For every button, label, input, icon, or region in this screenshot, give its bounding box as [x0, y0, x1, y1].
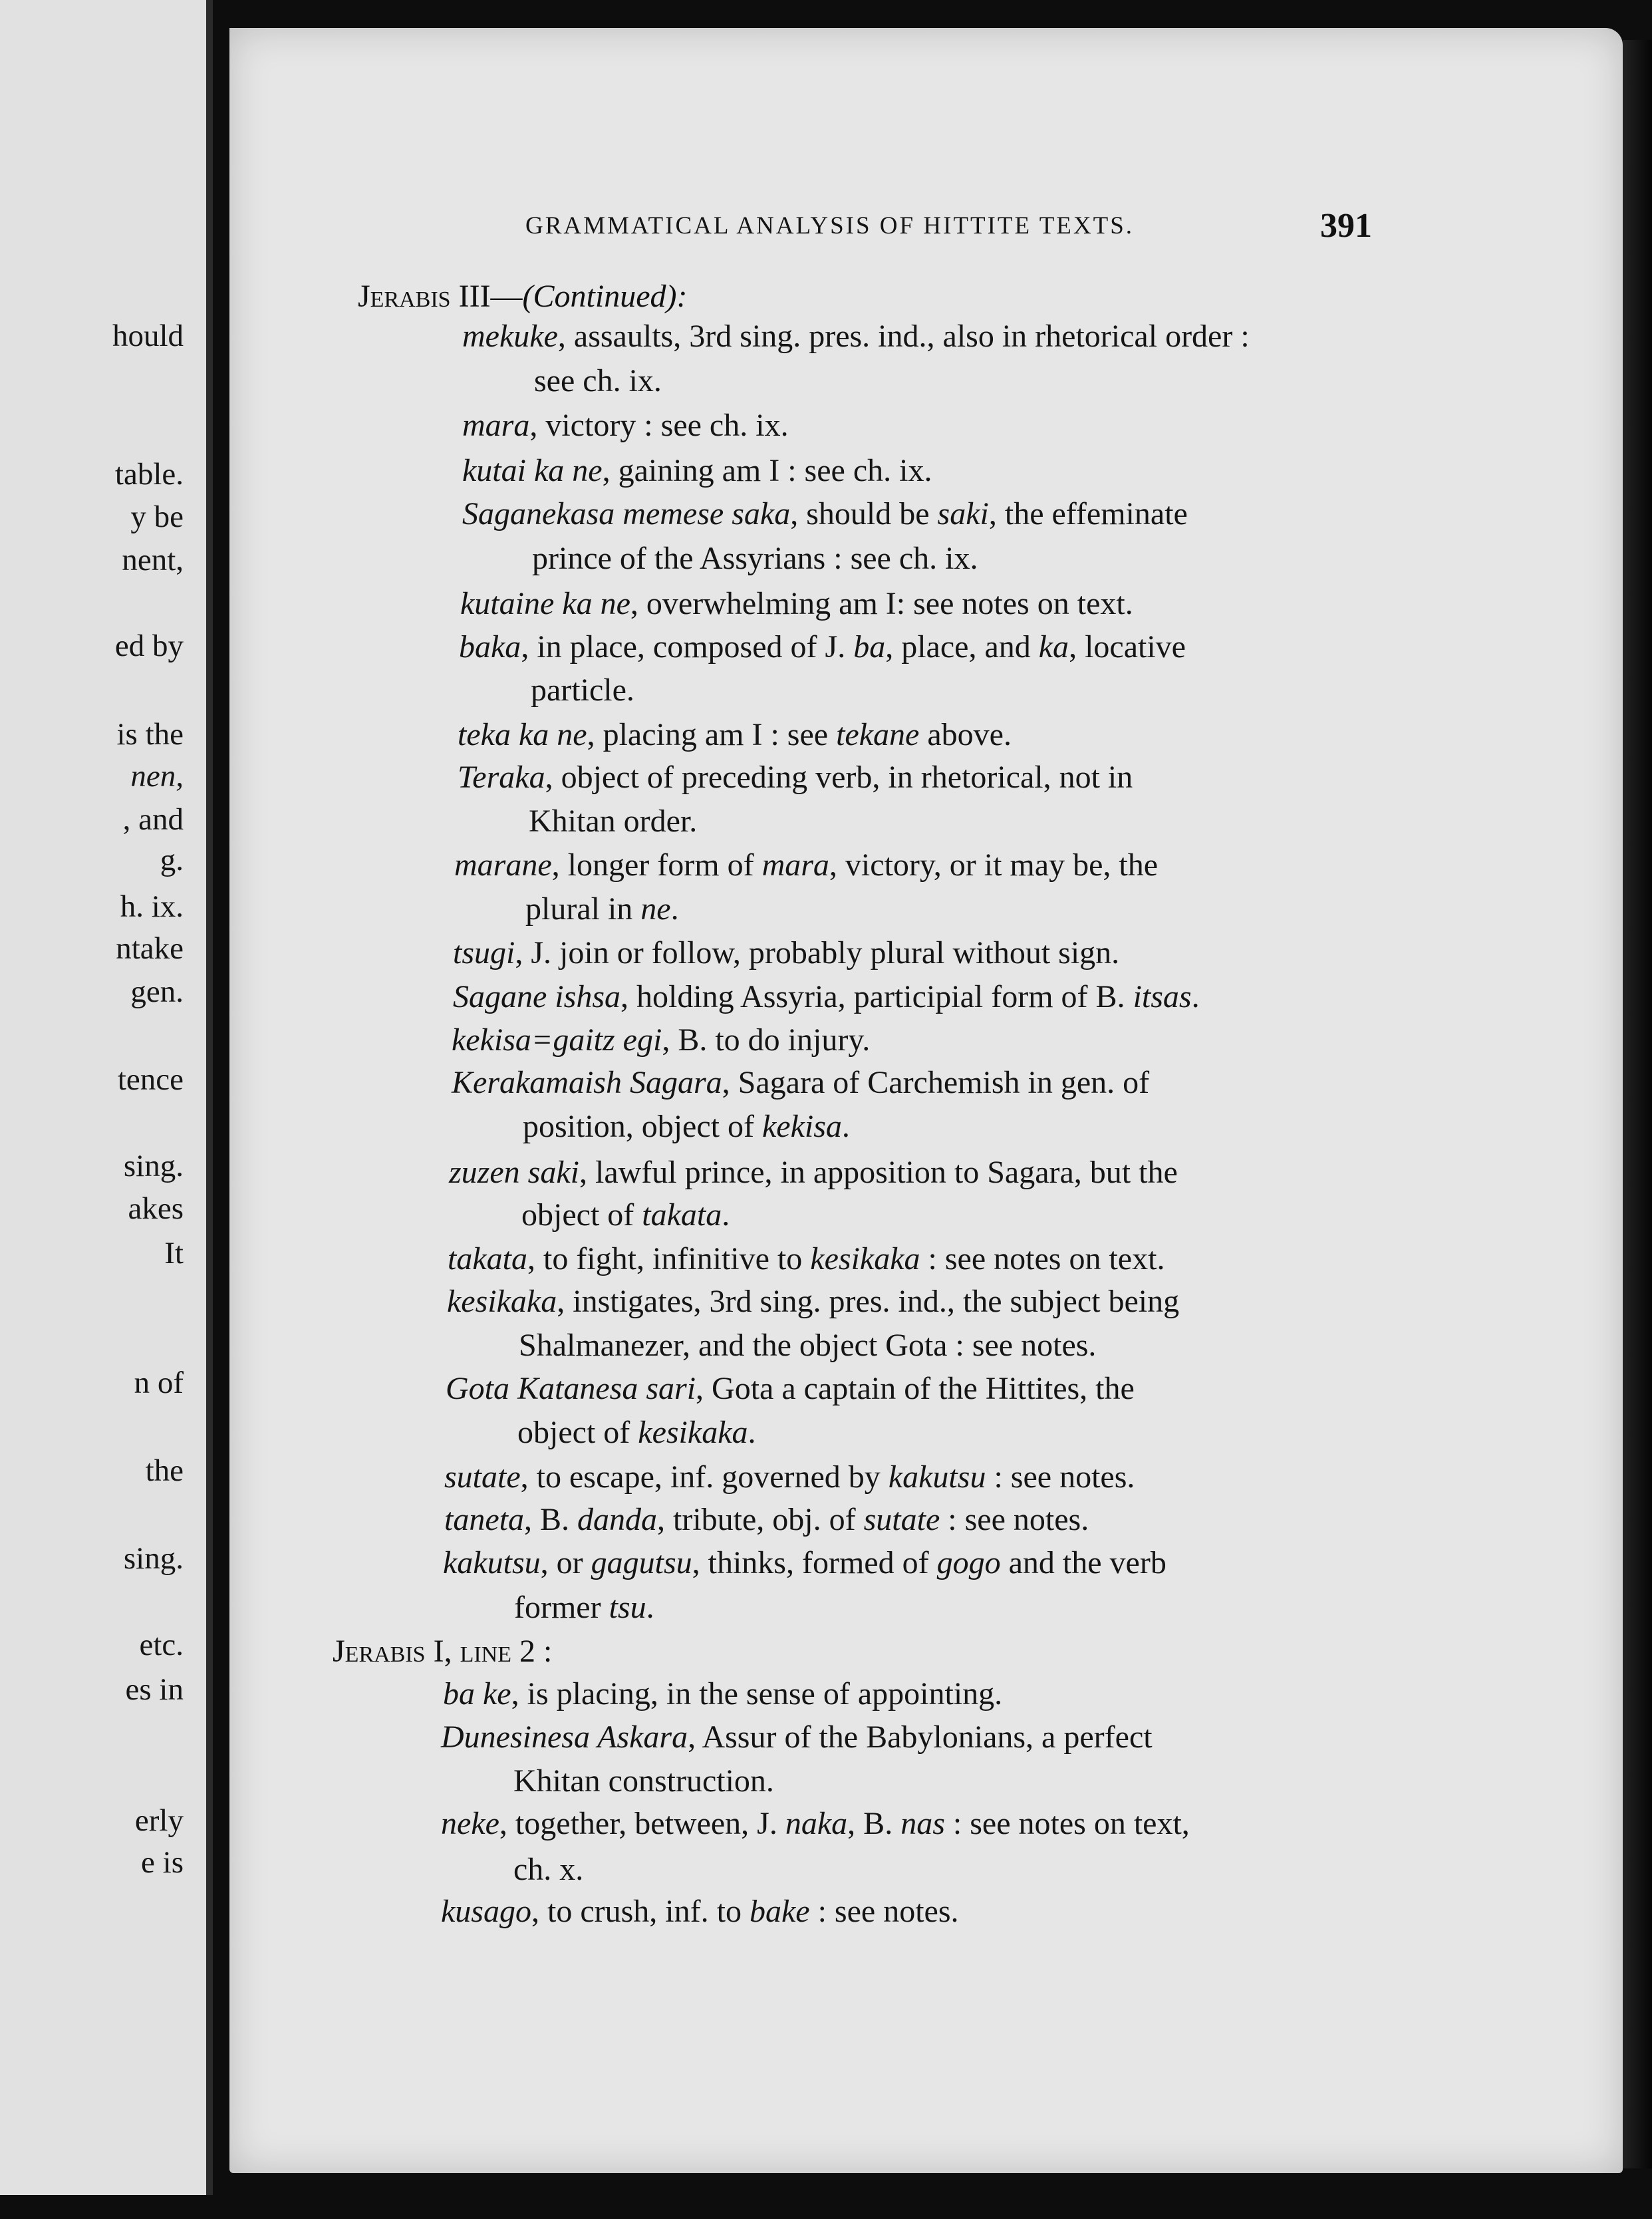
facing-page-line: hould — [112, 319, 184, 353]
entry-text: , B. to do injury. — [662, 1022, 871, 1058]
entry-term: gogo — [936, 1545, 1001, 1580]
facing-page-line: y be — [130, 500, 184, 534]
heading-part: I, — [425, 1634, 460, 1669]
entry-text: : see notes. — [940, 1502, 1089, 1537]
entry-text: , to crush, inf. to — [531, 1894, 750, 1929]
heading-part: Jerabis — [358, 279, 451, 314]
heading-part: 2 : — [511, 1634, 553, 1669]
entry-term: gagutsu — [591, 1545, 692, 1580]
entry-text: , to fight, infinitive to — [527, 1241, 811, 1276]
heading-part: (Continued): — [522, 279, 688, 314]
entry-term: tsugi — [453, 935, 515, 970]
entry-text: : see notes. — [809, 1894, 959, 1929]
facing-page-line: sing. — [123, 1149, 184, 1183]
entry-term: Sagane ishsa — [453, 979, 620, 1014]
entry-text: : see notes on text, — [944, 1806, 1190, 1841]
facing-page-line: nent, — [122, 543, 184, 577]
entry-text: position, object of — [523, 1109, 762, 1144]
heading-part: Jerabis — [333, 1634, 426, 1669]
entry-text: Shalmanezer, and the object Gota : see notes. — [519, 1328, 1097, 1363]
entry-term: ba — [853, 629, 886, 665]
page-number: 391 — [1320, 207, 1372, 245]
entry-text: , B. — [847, 1806, 901, 1841]
entry-text: object of — [521, 1197, 642, 1233]
facing-page-line: tence — [117, 1062, 184, 1097]
entry-term: Gota Katanesa sari — [446, 1371, 696, 1406]
entry-term: takata — [642, 1197, 722, 1233]
entry-text: . — [670, 891, 679, 927]
entry-text: , place, and — [885, 629, 1039, 665]
entry-text: former — [514, 1590, 609, 1625]
entry-term: kutaine ka ne — [460, 586, 630, 621]
entry-text: , tribute, obj. of — [657, 1502, 864, 1537]
heading-part: III— — [450, 279, 523, 314]
facing-page-line: g. — [160, 843, 184, 877]
entry-term: Saganekasa memese saka — [462, 496, 791, 531]
entry-text: , holding Assyria, participial form of B. — [620, 979, 1133, 1014]
entry-text: , or — [540, 1545, 591, 1580]
entry-term: kusago — [441, 1894, 531, 1929]
entry-text: , Assur of the Babylonians, a perfect — [688, 1719, 1153, 1755]
entry-text: particle. — [531, 672, 634, 708]
entry-term: kesikaka — [810, 1241, 920, 1276]
entry-term: ba ke — [443, 1676, 511, 1711]
entry-text: and the verb — [1000, 1545, 1167, 1580]
facing-page-line: n of — [134, 1366, 184, 1400]
entry-term: zuzen saki — [449, 1155, 579, 1190]
facing-page-line: etc. — [139, 1628, 184, 1662]
entry-text: . — [1191, 979, 1200, 1014]
entry-term: baka — [459, 629, 521, 665]
entry-text: , is placing, in the sense of appointing. — [511, 1676, 1003, 1711]
running-header: GRAMMATICAL ANALYSIS OF HITTITE TEXTS. — [525, 212, 1135, 239]
entry-term: naka — [785, 1806, 848, 1841]
entry-text: , Gota a captain of the Hittites, the — [696, 1371, 1135, 1406]
entry-text: object of — [517, 1415, 638, 1450]
facing-page-line: , and — [122, 802, 184, 837]
facing-page-line: sing. — [123, 1541, 184, 1576]
facing-page-line: It — [164, 1236, 184, 1270]
entry-term: itsas — [1133, 979, 1192, 1014]
facing-page-line: ntake — [116, 931, 184, 966]
entry-term: marane — [454, 847, 552, 883]
entry-text: prince of the Assyrians : see ch. ix. — [532, 541, 978, 576]
entry-text: , thinks, formed of — [692, 1545, 937, 1580]
entry-term: mara — [761, 847, 829, 883]
facing-page-fragment — [0, 0, 213, 2195]
entry-term: kesikaka — [447, 1284, 557, 1319]
entry-term: kekisa — [761, 1109, 842, 1144]
entry-term: kekisa=gaitz egi — [452, 1022, 662, 1058]
facing-page-line: erly — [134, 1803, 184, 1838]
entry-text: , Sagara of Carchemish in gen. of — [722, 1065, 1150, 1100]
entry-term: kakutsu — [443, 1545, 541, 1580]
entry-term: neke — [441, 1806, 499, 1841]
facing-page-line: table. — [114, 457, 184, 492]
entry-term: tekane — [836, 717, 920, 752]
entry-text: . — [646, 1590, 654, 1625]
entry-text: , instigates, 3rd sing. pres. ind., the subject being — [557, 1284, 1180, 1319]
entry-term: kesikaka — [638, 1415, 748, 1450]
entry-text: above. — [919, 717, 1012, 752]
entry-text: , gaining am I : see ch. ix. — [602, 453, 932, 488]
entry-term: nas — [900, 1806, 945, 1841]
entry-term: teka ka ne — [458, 717, 587, 752]
entry-term: Teraka — [458, 760, 545, 795]
entry-text: , victory : see ch. ix. — [529, 408, 789, 443]
entry-text: , should be — [790, 496, 938, 531]
entry-term: saki — [937, 496, 989, 531]
entry-term: mekuke — [462, 319, 558, 354]
entry-term: kutai ka ne — [462, 453, 603, 488]
heading-part: line — [460, 1634, 511, 1669]
entry-term: sutate — [863, 1502, 940, 1537]
entry-term: bake — [749, 1894, 810, 1929]
entry-text: , object of preceding verb, in rhetorical, not in — [545, 760, 1133, 795]
facing-page-line: the — [145, 1453, 184, 1488]
entry-text: , assaults, 3rd sing. pres. ind., also in rhetorical order : — [557, 319, 1250, 354]
entry-text: , to escape, inf. governed by — [520, 1459, 889, 1495]
entry-term: ne — [640, 891, 671, 927]
entry-term: tsu — [609, 1590, 646, 1625]
entry-text: , lawful prince, in apposition to Sagara, but the — [579, 1155, 1178, 1190]
entry-term: Dunesinesa Askara — [441, 1719, 688, 1755]
entry-text: . — [722, 1197, 730, 1233]
facing-page-line: es in — [125, 1672, 184, 1707]
entry-text: : see notes. — [986, 1459, 1135, 1495]
facing-page-line: gen. — [130, 974, 184, 1009]
entry-term: sutate — [444, 1459, 521, 1495]
entry-text: , victory, or it may be, the — [829, 847, 1159, 883]
entry-text: , longer form of — [551, 847, 762, 883]
entry-text: , placing am I : see — [587, 717, 837, 752]
entry-term: kakutsu — [888, 1459, 986, 1495]
facing-page-line: akes — [128, 1191, 184, 1226]
entry-text: : see notes on text. — [920, 1241, 1165, 1276]
entry-text: . — [841, 1109, 850, 1144]
entry-term: taneta — [444, 1502, 524, 1537]
entry-text: , the effeminate — [988, 496, 1188, 531]
entry-term: takata — [448, 1241, 527, 1276]
entry-text: , B. — [523, 1502, 577, 1537]
facing-page-line: is the — [116, 717, 184, 752]
book-page — [229, 28, 1623, 2173]
page-edge — [1623, 40, 1652, 2168]
entry-text: , J. join or follow, probably plural without sign. — [515, 935, 1120, 970]
entry-term: Kerakamaish Sagara — [452, 1065, 722, 1100]
entry-text: plural in — [525, 891, 641, 927]
entry-text: Khitan order. — [529, 804, 698, 839]
facing-page-line: h. ix. — [120, 889, 184, 924]
entry-text: . — [748, 1415, 756, 1450]
entry-text: , overwhelming am I: see notes on text. — [630, 586, 1133, 621]
facing-page-line: e is — [141, 1845, 184, 1880]
entry-text: Khitan construction. — [513, 1763, 774, 1799]
entry-term: ka — [1038, 629, 1069, 665]
entry-term: danda — [577, 1502, 657, 1537]
entry-text: see ch. ix. — [534, 363, 662, 398]
entry-text: , together, between, J. — [499, 1806, 785, 1841]
entry-term: mara — [462, 408, 530, 443]
facing-page-line: ed by — [114, 629, 184, 663]
facing-page-line: nen, — [130, 759, 184, 794]
entry-text: , locative — [1069, 629, 1186, 665]
entry-text: , in place, composed of J. — [521, 629, 854, 665]
entry-text: ch. x. — [513, 1852, 584, 1887]
